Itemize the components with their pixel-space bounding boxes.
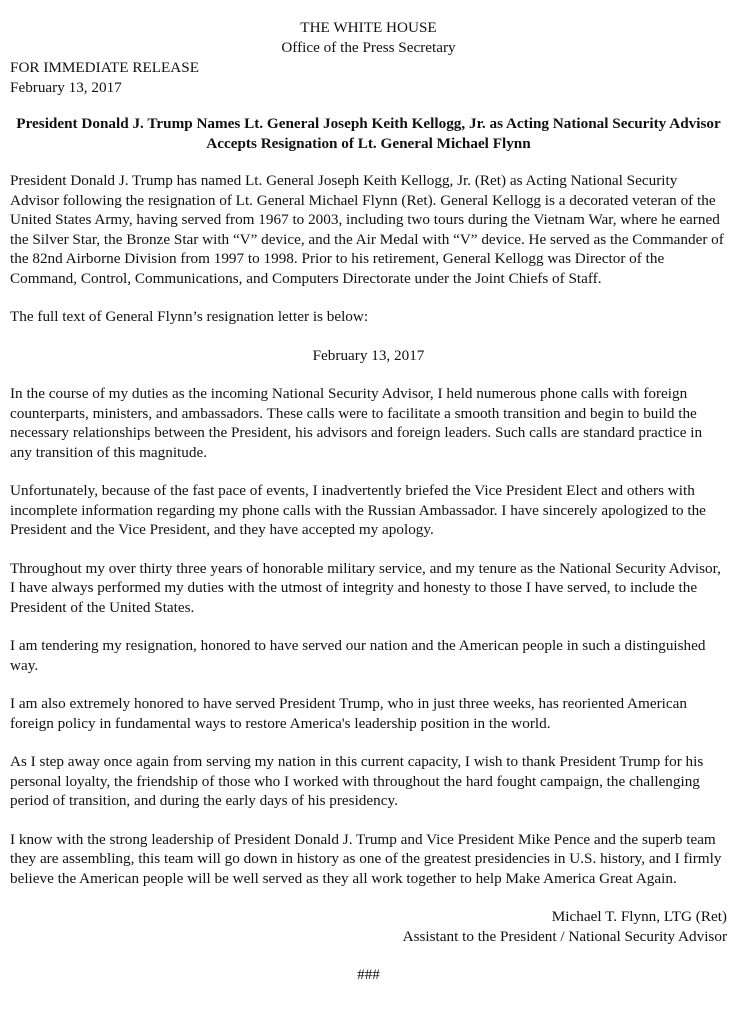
headline-line-1: President Donald J. Trump Names Lt. General Joseph Keith Kellogg, Jr. as Acting National Security Advisor xyxy=(16,115,721,132)
letter-paragraph: I am tendering my resignation, honored to have served our nation and the American people in such a distinguished way. xyxy=(10,637,706,674)
headline xyxy=(10,114,727,153)
office-name: Office of the Press Secretary xyxy=(281,38,456,56)
letter-paragraph: I am also extremely honored to have served President Trump, who in just three weeks, has reoriented American foreign policy in fundamental ways to restore America's leadership position in the world. xyxy=(10,695,687,732)
letter-paragraph: Throughout my over thirty three years of honorable military service, and my tenure as the National Security Advisor, I have always performed my duties with the utmost of integrity and honesty to those I have served, to include the President of the United States. xyxy=(10,559,721,616)
letter-date: February 13, 2017 xyxy=(312,346,425,364)
release-date: February 13, 2017 xyxy=(10,78,122,96)
letter-paragraph: In the course of my duties as the incoming National Security Advisor, I held numerous phone calls with foreign counterparts, ministers, and ambassadors. These calls were to facilitate a smooth transition and begin to build the necessary relationships between the President, his advisors and foreign leaders. Such calls are standard practice in any transition of this magnitude. xyxy=(10,385,703,461)
letter-paragraph: As I step away once again from serving my nation in this current capacity, I wish to thank President Trump for his personal loyalty, the friendship of those who I worked with throughout the hard fought campaign, the challenging period of transition, and during the early days of his presidency. xyxy=(10,753,704,809)
letter-paragraph: Unfortunately, because of the fast pace of events, I inadvertently briefed the Vice President Elect and others with incomplete information regarding my phone calls with the Russian Ambassador. I have sincerely apologized to the President and the Vice President, and they have accepted my apology. xyxy=(10,482,706,538)
end-mark: ### xyxy=(357,966,380,983)
org-name: THE WHITE HOUSE xyxy=(300,19,437,36)
letter-body xyxy=(10,384,727,888)
signature-block xyxy=(10,907,727,946)
letter-paragraph: I know with the strong leadership of President Donald J. Trump and Vice President Mike Pence and the superb team they are assembling, this team will go down in history as one of the greatest presidencies in U.S. history, and I firmly believe the American people will be well served as they all work together to help Make America Great Again. xyxy=(10,830,722,887)
signature-title: Assistant to the President / National Security Advisor xyxy=(402,927,727,945)
release-label: FOR IMMEDIATE RELEASE xyxy=(10,59,199,76)
signature-name: Michael T. Flynn, LTG (Ret) xyxy=(551,908,727,925)
press-header xyxy=(10,18,727,57)
letter-intro: The full text of General Flynn’s resignation letter is below: xyxy=(10,308,369,325)
release-block xyxy=(10,58,727,97)
headline-line-2: Accepts Resignation of Lt. General Michael Flynn xyxy=(206,134,531,152)
intro-paragraph: President Donald J. Trump has named Lt. General Joseph Keith Kellogg, Jr. (Ret) as Acting National Security Advisor following the resignation of Lt. General Michael Flynn (Ret). General Kellogg is a decorated veteran of the United States Army, having served from 1967 to 2003, including two tours during the Vietnam War, where he earned the Silver Star, the Bronze Star with “V” device, and the Air Medal with “V” device. He served as the Commander of the 82nd Airborne Division from 1997 to 1998. Prior to his retirement, General Kellogg was Director of the Command, Control, Communications, and Computers Directorate under the Joint Chiefs of Staff. xyxy=(10,172,724,287)
